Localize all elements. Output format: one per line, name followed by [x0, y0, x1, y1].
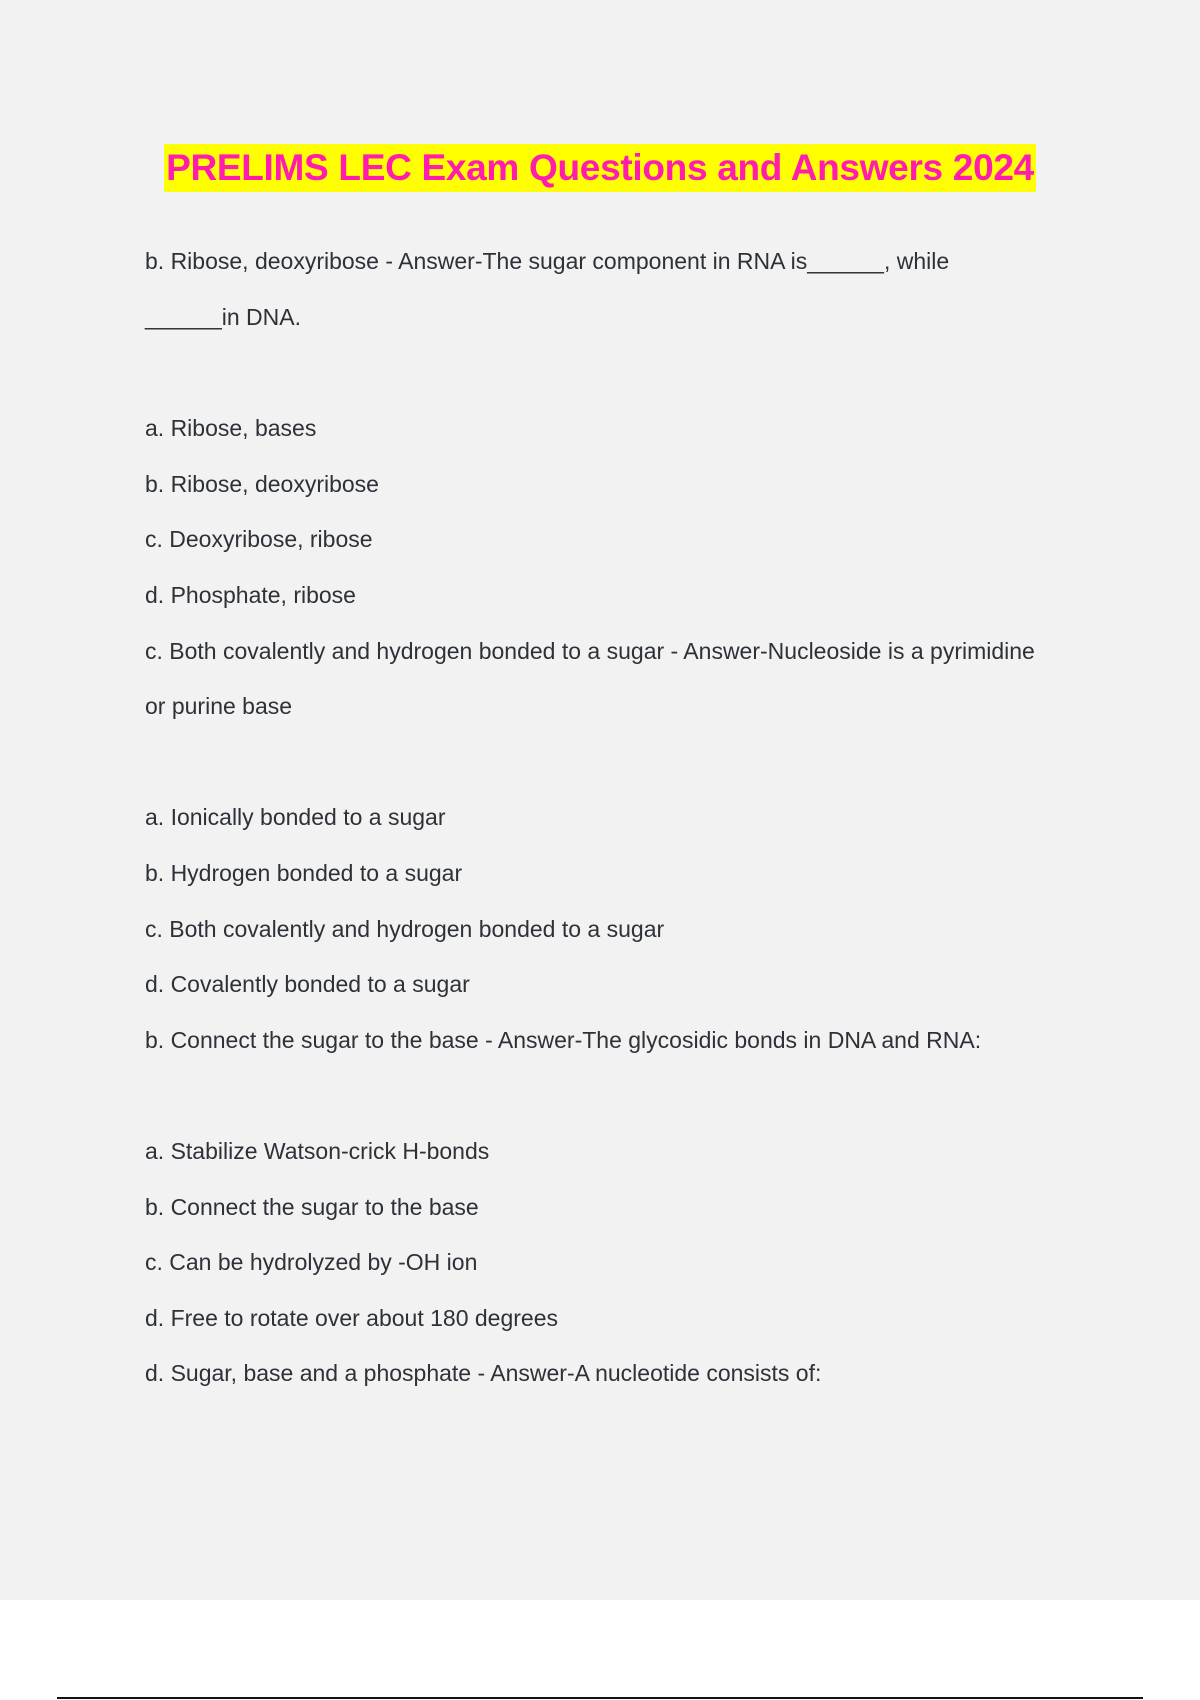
question-continuation: or purine base [145, 693, 293, 719]
option-line: c. Both covalently and hydrogen bonded to a sugar [145, 916, 665, 942]
option-line: a. Stabilize Watson-crick H-bonds [145, 1138, 490, 1164]
document-title: PRELIMS LEC Exam Questions and Answers 2024 [164, 144, 1036, 192]
option-line: c. Can be hydrolyzed by -OH ion [145, 1249, 478, 1275]
footer-divider [57, 1697, 1143, 1699]
option-line: c. Deoxyribose, ribose [145, 526, 373, 552]
option-line: b. Ribose, deoxyribose [145, 471, 379, 497]
option-line: a. Ribose, bases [145, 415, 317, 441]
option-line: d. Free to rotate over about 180 degrees [145, 1305, 558, 1331]
option-line: a. Ionically bonded to a sugar [145, 804, 446, 830]
answer-line: b. Ribose, deoxyribose - Answer-The sugar component in RNA is______, while [145, 248, 950, 274]
answer-line: c. Both covalently and hydrogen bonded to a sugar - Answer-Nucleoside is a pyrimidine [145, 638, 1035, 664]
option-line: b. Hydrogen bonded to a sugar [145, 860, 463, 886]
answer-line: d. Sugar, base and a phosphate - Answer-A nucleotide consists of: [145, 1360, 822, 1386]
answer-line: b. Connect the sugar to the base - Answer-The glycosidic bonds in DNA and RNA: [145, 1027, 982, 1053]
option-line: d. Phosphate, ribose [145, 582, 356, 608]
option-line: d. Covalently bonded to a sugar [145, 971, 470, 997]
question-continuation: ______in DNA. [145, 304, 301, 330]
option-line: b. Connect the sugar to the base [145, 1194, 479, 1220]
title-container [0, 144, 1200, 192]
